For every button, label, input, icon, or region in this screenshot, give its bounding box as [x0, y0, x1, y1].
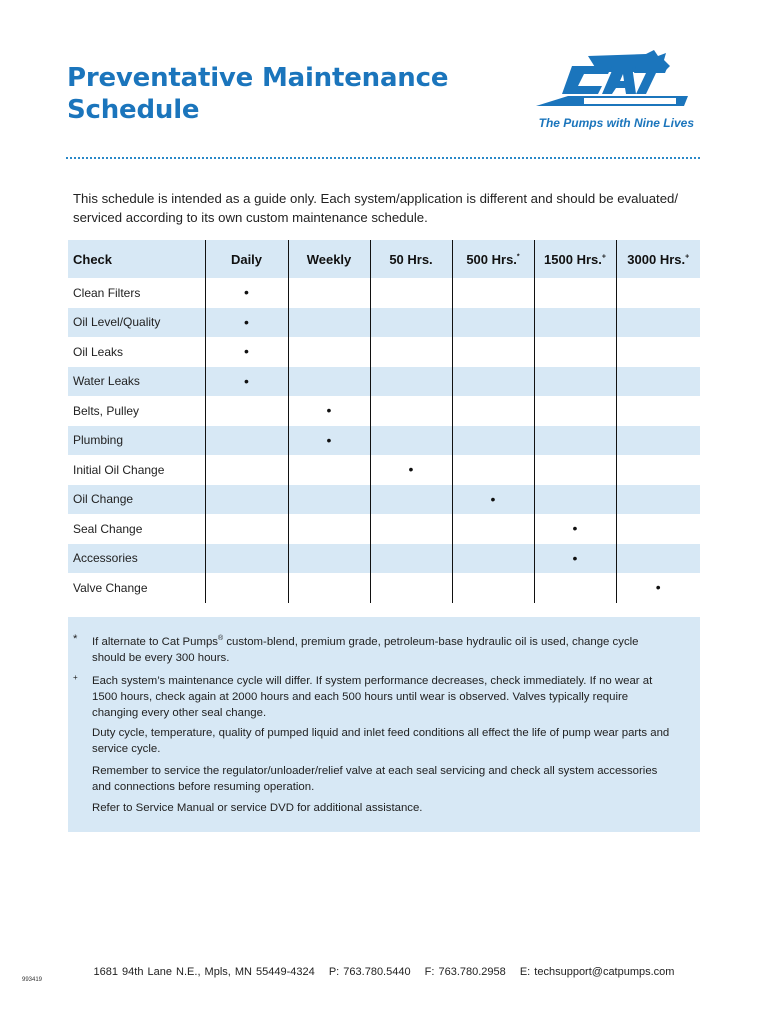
- footnote-asterisk-text: If alternate to Cat Pumps® custom-blend, premium grade, petroleum-base hydraulic oil is used, change cycle should be every 300 hours.: [92, 635, 639, 664]
- check-label: Seal Change: [73, 521, 143, 536]
- schedule-cell: [288, 278, 370, 308]
- header-col-4: 1500 Hrs.+: [534, 240, 616, 278]
- schedule-cell: [370, 544, 452, 574]
- check-label: Oil Change: [68, 485, 205, 515]
- schedule-cell: [616, 396, 700, 426]
- schedule-cell: [205, 544, 288, 574]
- check-label: Valve Change: [73, 580, 148, 595]
- footer-email: E: techsupport@catpumps.com: [519, 966, 675, 978]
- schedule-cell: [370, 278, 452, 308]
- check-mark-bullet: •: [326, 431, 332, 448]
- check-label: Water Leaks: [68, 367, 205, 397]
- table-row: [68, 396, 700, 426]
- footer-fax: F: 763.780.2958: [424, 966, 506, 978]
- table-row: [68, 426, 700, 456]
- schedule-cell: [288, 544, 370, 574]
- schedule-cell: [205, 573, 288, 603]
- schedule-cell: [288, 367, 370, 397]
- intro-text: This schedule is intended as a guide only. Each system/application is different and should be evaluated/ serviced according to its own custom maintenance schedule.: [73, 191, 679, 225]
- schedule-cell: [616, 337, 700, 367]
- schedule-cell: [616, 455, 700, 485]
- table-row: [68, 278, 700, 308]
- schedule-cell: [534, 573, 616, 603]
- schedule-cell: [452, 455, 534, 485]
- schedule-cell: [452, 573, 534, 603]
- table-row: [68, 485, 700, 515]
- cat-pumps-logo: [528, 44, 708, 134]
- schedule-cell: [288, 396, 370, 426]
- footer-contact: [0, 966, 768, 978]
- schedule-cell: [452, 337, 534, 367]
- table-row: [68, 455, 700, 485]
- schedule-cell: [534, 485, 616, 515]
- check-label: Accessories: [68, 544, 205, 574]
- footnote-asterisk-symbol: *: [73, 633, 78, 645]
- check-label: Plumbing: [68, 426, 205, 456]
- header-col-5: 3000 Hrs.+: [616, 240, 700, 278]
- check-mark-bullet: •: [408, 461, 414, 478]
- footnote-plus-symbol: +: [73, 673, 78, 682]
- schedule-cell: [534, 544, 616, 574]
- header-col-2: 50 Hrs.: [370, 240, 452, 278]
- header-col-3: 500 Hrs.*: [452, 240, 534, 278]
- table-header-row: [68, 240, 700, 278]
- schedule-cell: [205, 455, 288, 485]
- schedule-cell: [205, 396, 288, 426]
- schedule-cell: [205, 367, 288, 397]
- schedule-cell: [370, 367, 452, 397]
- header-col-0: Daily: [205, 240, 288, 278]
- schedule-cell: [452, 514, 534, 544]
- table-row: [68, 514, 700, 544]
- schedule-cell: [534, 367, 616, 397]
- dotted-divider: [66, 157, 700, 159]
- check-mark-bullet: •: [244, 313, 249, 330]
- maintenance-schedule-table: [68, 240, 700, 603]
- schedule-cell: [452, 544, 534, 574]
- schedule-cell: [370, 426, 452, 456]
- schedule-cell: [288, 337, 370, 367]
- schedule-cell: [452, 278, 534, 308]
- schedule-cell: [205, 337, 288, 367]
- table-row: [68, 308, 700, 338]
- schedule-cell: [452, 426, 534, 456]
- logo-tagline: The Pumps with Nine Lives: [538, 116, 694, 130]
- check-mark-bullet: •: [244, 343, 249, 360]
- check-mark-bullet: •: [490, 490, 496, 507]
- schedule-cell: [534, 426, 616, 456]
- schedule-cell: [616, 573, 700, 603]
- schedule-cell: [534, 455, 616, 485]
- schedule-cell: [288, 514, 370, 544]
- schedule-cell: [534, 278, 616, 308]
- schedule-cell: [370, 455, 452, 485]
- schedule-cell: [452, 367, 534, 397]
- title-line-2: Schedule: [67, 95, 200, 125]
- check-mark-bullet: •: [326, 402, 332, 419]
- table-row: [68, 337, 700, 367]
- schedule-cell: [370, 573, 452, 603]
- check-mark-bullet: •: [244, 372, 249, 389]
- schedule-cell: [534, 337, 616, 367]
- schedule-cell: [452, 308, 534, 338]
- check-mark-bullet: •: [244, 284, 249, 301]
- schedule-cell: [370, 337, 452, 367]
- schedule-cell: [452, 396, 534, 426]
- check-label: Belts, Pulley: [73, 403, 140, 418]
- document-code: 993419: [22, 977, 43, 983]
- schedule-cell: [205, 278, 288, 308]
- schedule-cell: [452, 485, 534, 515]
- check-label: Clean Filters: [73, 285, 141, 300]
- schedule-cell: [288, 308, 370, 338]
- schedule-cell: [616, 485, 700, 515]
- schedule-cell: [616, 367, 700, 397]
- schedule-cell: [205, 426, 288, 456]
- schedule-cell: [370, 396, 452, 426]
- schedule-cell: [534, 514, 616, 544]
- schedule-cell: [370, 308, 452, 338]
- schedule-cell: [370, 485, 452, 515]
- check-mark-bullet: •: [572, 520, 578, 537]
- table-row: [68, 367, 700, 397]
- footnotes-box: * If alternate to Cat Pumps® custom-blend, premium grade, petroleum-base hydraulic oil is used, change cycle should be every 300 hours. + Each system’s maintenance cycle will differ. If system performance decreases, check immediately. If no wear at 1500 hours, check again at 2000 hours and each 500 hours until wear is observed. Valves typically require changing every other seal change. Duty cycle, temperature, quality of pumped liquid and inlet feed conditions all effect the life of pump wear parts and service cycle. Remember to service the regulator/unloader/relief valve at each seal servicing and check all system accessories and connections before resuming operation. Refer to Service Manual or service DVD for additional assistance.: [68, 617, 700, 832]
- header-col-1: Weekly: [288, 240, 370, 278]
- schedule-cell: [616, 544, 700, 574]
- table-row: [68, 573, 700, 603]
- header-check: Check: [68, 240, 205, 278]
- schedule-cell: [534, 396, 616, 426]
- schedule-cell: [616, 426, 700, 456]
- check-mark-bullet: •: [655, 579, 661, 596]
- table-row: [68, 544, 700, 574]
- schedule-cell: [616, 278, 700, 308]
- check-label: Initial Oil Change: [73, 462, 165, 477]
- check-mark-bullet: •: [572, 549, 578, 566]
- check-label: Oil Leaks: [73, 344, 124, 359]
- schedule-cell: [205, 514, 288, 544]
- schedule-cell: [288, 426, 370, 456]
- schedule-cell: [288, 485, 370, 515]
- schedule-cell: [616, 514, 700, 544]
- footer-address: 1681 94th Lane N.E., Mpls, MN 55449-4324: [93, 966, 315, 978]
- page-title: [67, 62, 448, 126]
- cat-pumps-logo-graphic: [528, 44, 708, 114]
- schedule-cell: [616, 308, 700, 338]
- title-line-1: Preventative Maintenance: [67, 63, 449, 93]
- footnote-plus-text: Each system’s maintenance cycle will differ. If system performance decreases, check immediately. If no wear at 1500 hours, check again at 2000 hours and each 500 hours until wear is observed. Valves typically require changing every other seal change.: [92, 675, 653, 719]
- schedule-cell: [288, 455, 370, 485]
- schedule-cell: [205, 308, 288, 338]
- footer-phone: P: 763.780.5440: [328, 966, 411, 978]
- schedule-cell: [288, 573, 370, 603]
- schedule-cell: [370, 514, 452, 544]
- check-label: Oil Level/Quality: [68, 308, 205, 338]
- schedule-cell: [205, 485, 288, 515]
- schedule-cell: [534, 308, 616, 338]
